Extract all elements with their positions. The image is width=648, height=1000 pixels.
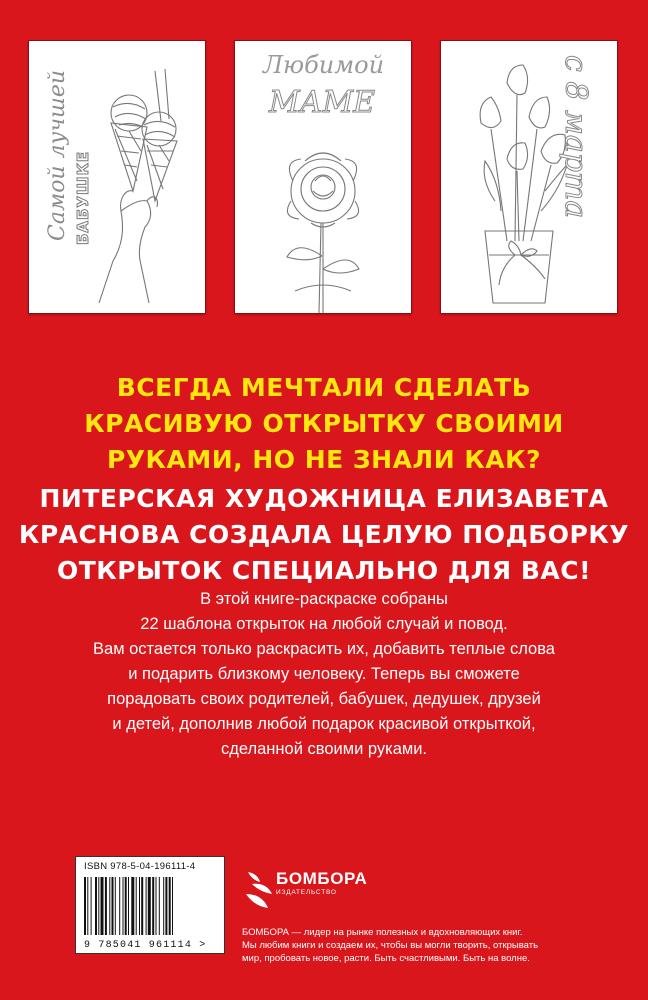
- description-line: В этой книге-раскраске собраны: [200, 590, 448, 608]
- description-line: сделанной своими руками.: [220, 740, 428, 758]
- headline-line: ОТКРЫТОК СПЕЦИАЛЬНО ДЛЯ ВАС!: [56, 556, 592, 585]
- peony-illustration: [235, 41, 411, 313]
- card-text-mom: МАМЕ: [269, 85, 376, 120]
- publisher-description: [242, 926, 602, 965]
- barcode-bars: [84, 877, 216, 935]
- publisher-description-line: БОМБОРА — лидер на рынке полезных и вдохновляющих книг.: [242, 927, 523, 938]
- isbn-barcode: [75, 856, 225, 954]
- description-line: порадовать своих родителей, бабушек, дедушек, друзей: [107, 690, 541, 708]
- description-line: и подарить близкому человеку. Теперь вы сможете: [128, 665, 520, 683]
- headline-author: [0, 481, 648, 589]
- barcode-digits: 9 785041 961114 >: [84, 940, 207, 951]
- headline-line: КРАСНОВА СОЗДАЛА ЦЕЛУЮ ПОДБОРКУ: [18, 520, 630, 549]
- description: [0, 587, 648, 762]
- isbn-text: ISBN 978-5-04-196111-4: [84, 861, 196, 872]
- card-mom: [234, 40, 412, 314]
- headline-line: РУКАМИ, НО НЕ ЗНАЛИ КАК?: [106, 445, 542, 474]
- headline-line: КРАСИВУЮ ОТКРЫТКУ СВОИМИ: [84, 409, 564, 438]
- publisher-description-line: Мы любим книги и создаем их, чтобы вы могли творить, открывать: [242, 940, 539, 951]
- card-text-march8: с 8 марта: [558, 55, 593, 219]
- card-march8: [440, 40, 618, 314]
- headline-line: ВСЕГДА МЕЧТАЛИ СДЕЛАТЬ: [116, 373, 532, 402]
- description-line: Вам остается только раскрасить их, добавить теплые слова: [93, 640, 555, 658]
- headline-line: ПИТЕРСКАЯ ХУДОЖНИЦА ЕЛИЗАВЕТА: [39, 484, 609, 513]
- publisher-subtitle: ИЗДАТЕЛЬСТВО: [276, 889, 337, 896]
- card-text-best: Самой лучшей: [45, 69, 70, 241]
- description-line: 22 шаблона открыток на любой случай и повод.: [140, 615, 508, 633]
- card-text-beloved: Любимой: [263, 51, 385, 79]
- description-line: и детей, дополнив любой подарок красивой открыткой,: [112, 715, 536, 733]
- headline-question: [0, 370, 648, 478]
- publisher-description-line: мир, пробовать новое, расти. Быть счастливыми. Быть на волне.: [242, 953, 530, 964]
- publisher-name: БОМБОРА: [276, 869, 368, 888]
- card-text-grandma: БАБУШКЕ: [74, 150, 92, 245]
- card-grandma: [28, 40, 206, 314]
